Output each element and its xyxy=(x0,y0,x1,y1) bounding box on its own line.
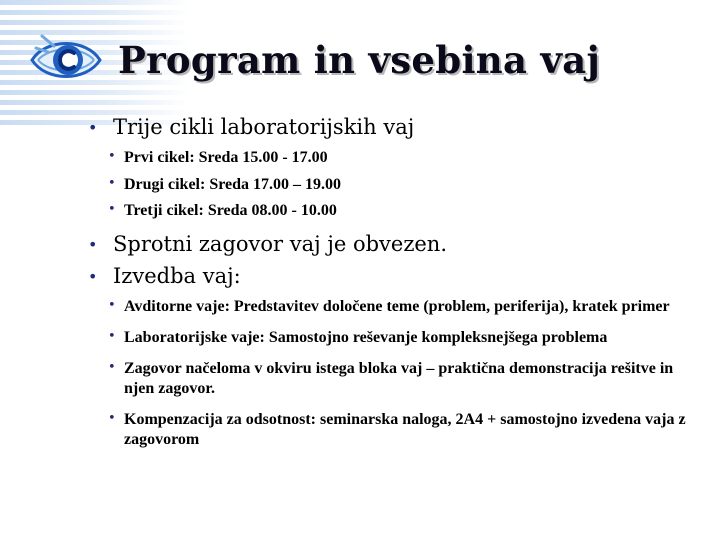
bullet-text: Izvedba vaj: xyxy=(113,264,241,288)
eye-logo-icon xyxy=(28,22,104,98)
sub-bullet-text: Prvi cikel: Sreda 15.00 - 17.00 xyxy=(124,149,328,166)
sub-bullet-text: Avditorne vaje: Predstavitev določene teme (problem, periferija), kratek primer xyxy=(124,298,670,315)
sub-bullet-item xyxy=(108,175,688,195)
slide-content xyxy=(88,112,688,461)
bullet-icon: • xyxy=(88,267,98,286)
sub-bullet-text: Laboratorijske vaje: Samostojno reševanje kompleksnejšega problema xyxy=(124,329,608,346)
sub-bullet-list xyxy=(108,148,688,221)
sub-bullet-list xyxy=(108,297,688,450)
sub-bullet-icon: • xyxy=(108,149,116,164)
sub-bullet-item xyxy=(108,201,688,221)
bullet-item xyxy=(88,112,688,221)
bullet-text: Sprotni zagovor vaj je obvezen. xyxy=(113,232,448,256)
sub-bullet-text: Tretji cikel: Sreda 08.00 - 10.00 xyxy=(124,202,337,219)
slide-title: Program in vsebina vaj xyxy=(118,38,601,82)
sub-bullet-item xyxy=(108,148,688,168)
bullet-text: Trije cikli laboratorijskih vaj xyxy=(113,115,415,139)
bullet-list xyxy=(88,112,688,450)
sub-bullet-text: Zagovor načeloma v okviru istega bloka vaj – praktična demonstracija rešitve in njen zagovor. xyxy=(124,360,674,397)
sub-bullet-icon: • xyxy=(108,175,116,191)
sub-bullet-icon: • xyxy=(108,360,116,375)
sub-bullet-text: Kompenzacija za odsotnost: seminarska naloga, 2A4 + samostojno izvedena vaja z zagovorom xyxy=(124,411,686,448)
bullet-item xyxy=(88,229,688,259)
sub-bullet-icon: • xyxy=(108,329,116,344)
sub-bullet-icon: • xyxy=(108,411,116,426)
sub-bullet-item xyxy=(108,410,688,450)
sub-bullet-item xyxy=(108,328,688,348)
sub-bullet-item xyxy=(108,297,688,317)
sub-bullet-text: Drugi cikel: Sreda 17.00 – 19.00 xyxy=(124,175,342,193)
sub-bullet-icon: • xyxy=(108,298,116,313)
sub-bullet-item xyxy=(108,359,688,399)
bullet-item xyxy=(88,261,688,450)
bullet-icon: • xyxy=(88,118,98,137)
sub-bullet-icon: • xyxy=(108,202,116,217)
bullet-icon: • xyxy=(88,235,98,254)
